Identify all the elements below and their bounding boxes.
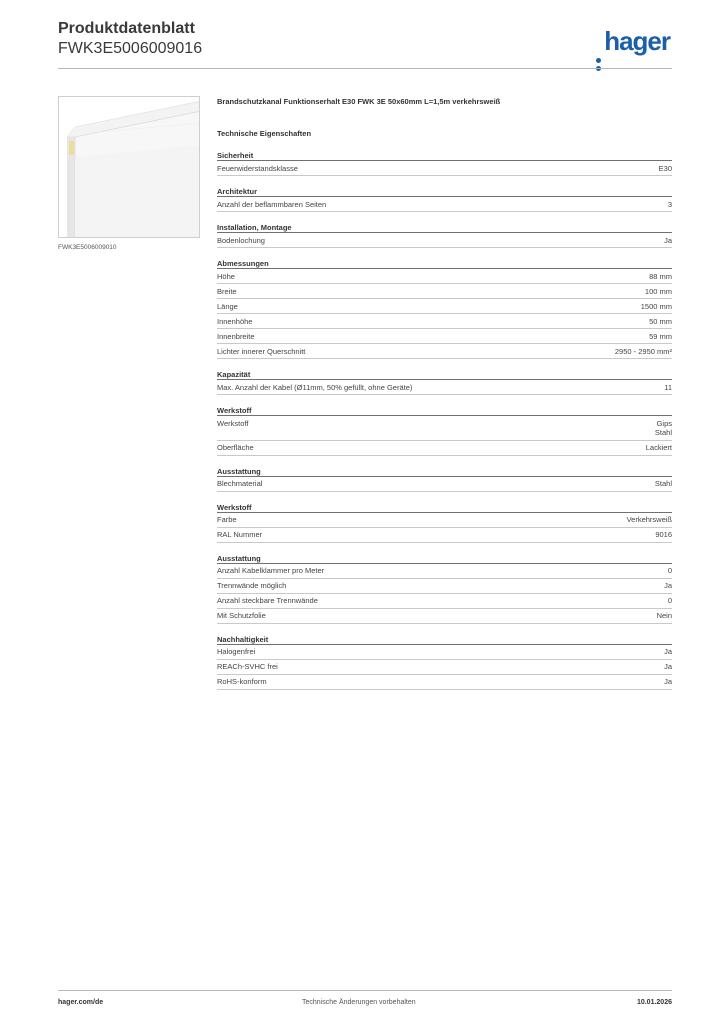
property-value-line: 1500 mm — [640, 301, 672, 311]
section-title: Installation, Montage — [217, 223, 672, 233]
technical-properties-heading: Technische Eigenschaften — [217, 129, 312, 138]
properties-sections — [217, 151, 672, 690]
property-label: Max. Anzahl der Kabel (Ø11mm, 50% gefüllt, ohne Geräte) — [217, 382, 413, 392]
property-value — [655, 419, 672, 438]
section-title: Abmessungen — [217, 259, 672, 269]
property-section — [217, 467, 672, 492]
property-value-line: Nein — [656, 611, 672, 620]
property-value — [649, 272, 672, 282]
property-value-line: 50 mm — [649, 316, 672, 326]
section-gap — [217, 212, 672, 223]
product-data-content — [217, 97, 672, 690]
section-title: Werkstoff — [217, 406, 672, 416]
property-section — [217, 635, 672, 690]
document-header — [58, 20, 672, 70]
property-row — [217, 528, 672, 543]
property-label: Blechmaterial — [217, 479, 263, 488]
property-row — [217, 564, 672, 579]
property-value — [664, 383, 672, 393]
section-gap — [217, 543, 672, 554]
section-gap — [217, 176, 672, 187]
property-label: Innenbreite — [217, 331, 255, 341]
property-label: RAL Nummer — [217, 530, 263, 539]
property-section — [217, 503, 672, 543]
property-value — [649, 332, 672, 342]
section-title: Werkstoff — [217, 503, 672, 513]
product-description: Brandschutzkanal Funktionserhalt E30 FWK 3E 50x60mm L=1,5m verkehrsweiß — [217, 97, 501, 106]
property-row — [217, 675, 672, 690]
property-value-line: Ja — [664, 235, 672, 245]
property-label: RoHS-konform — [217, 677, 267, 686]
property-label: Länge — [217, 301, 238, 311]
property-row — [217, 329, 672, 344]
property-value — [664, 647, 672, 657]
property-label: Lichter innerer Querschnitt — [217, 346, 306, 356]
property-value — [641, 302, 672, 312]
property-value-line: E30 — [658, 163, 672, 173]
property-value-line: 100 mm — [644, 286, 672, 296]
property-row — [217, 477, 672, 492]
property-value-line: Ja — [664, 581, 672, 590]
section-title: Ausstattung — [217, 554, 672, 564]
property-value — [655, 530, 672, 540]
property-value-line: 0 — [667, 596, 672, 605]
section-gap — [217, 624, 672, 635]
property-value-line: 59 mm — [649, 331, 672, 341]
property-value-line: Ja — [664, 662, 672, 671]
property-row — [217, 233, 672, 248]
property-label: Bodenlochung — [217, 235, 265, 245]
section-title: Ausstattung — [217, 467, 672, 477]
cable-duct-illustration — [59, 97, 200, 238]
property-label: Innenhöhe — [217, 316, 253, 326]
property-label: Anzahl Kabelklammer pro Meter — [217, 566, 325, 575]
property-value-line: Ja — [664, 677, 672, 686]
section-gap — [217, 395, 672, 406]
property-value-line: 2950 - 2950 mm² — [614, 346, 672, 356]
property-section — [217, 151, 672, 176]
header-divider — [58, 68, 672, 69]
property-row — [217, 609, 672, 624]
property-value — [627, 515, 672, 525]
property-value — [615, 347, 672, 357]
property-value-line: Verkehrsweiß — [626, 515, 672, 524]
property-section — [217, 187, 672, 212]
property-section — [217, 554, 672, 624]
property-value — [668, 596, 672, 606]
property-label: Oberfläche — [217, 443, 254, 452]
section-gap — [217, 359, 672, 370]
section-gap — [217, 492, 672, 503]
property-value-line: Ja — [664, 647, 672, 656]
property-value — [657, 611, 672, 621]
section-gap — [217, 248, 672, 259]
property-row — [217, 314, 672, 329]
property-label: Mit Schutzfolie — [217, 611, 266, 620]
property-section — [217, 259, 672, 359]
property-section — [217, 370, 672, 395]
property-section — [217, 406, 672, 456]
property-row — [217, 161, 672, 176]
logo-text: hager — [604, 26, 670, 56]
property-row — [217, 594, 672, 609]
property-value — [645, 287, 672, 297]
property-row — [217, 344, 672, 359]
property-row — [217, 299, 672, 314]
property-value-line: 11 — [664, 382, 672, 392]
property-label: REACh-SVHC frei — [217, 662, 278, 671]
property-label: Halogenfrei — [217, 647, 256, 656]
property-value-line: Gips — [656, 418, 672, 428]
property-section — [217, 223, 672, 248]
property-value — [649, 317, 672, 327]
property-row — [217, 579, 672, 594]
image-caption: FWK3E5006009010 — [58, 244, 117, 251]
property-value-line: Stahl — [654, 428, 672, 437]
property-value — [664, 236, 672, 246]
property-value-line: Lackiert — [645, 443, 672, 452]
section-title: Architektur — [217, 187, 672, 197]
section-title: Kapazität — [217, 370, 672, 380]
section-title: Nachhaltigkeit — [217, 635, 672, 645]
property-value — [664, 662, 672, 672]
property-label: Farbe — [217, 515, 237, 524]
property-value — [664, 581, 672, 591]
property-value-line: 0 — [667, 566, 672, 575]
property-row — [217, 269, 672, 284]
section-title: Sicherheit — [217, 151, 672, 161]
property-value — [668, 200, 672, 210]
property-row — [217, 380, 672, 395]
footer-date: 10.01.2026 — [636, 999, 672, 1006]
footer-website: hager.com/de — [58, 999, 104, 1006]
footer-notice: Technische Änderungen vorbehalten — [302, 999, 416, 1006]
property-value-line: 3 — [667, 199, 672, 209]
section-gap — [217, 456, 672, 467]
property-value — [659, 164, 672, 174]
property-row — [217, 660, 672, 675]
property-label: Trennwände möglich — [217, 581, 287, 590]
hager-logo — [596, 28, 670, 54]
property-value — [664, 677, 672, 687]
property-value-line: Stahl — [654, 479, 672, 488]
property-label: Anzahl steckbare Trennwände — [217, 596, 318, 605]
property-row — [217, 441, 672, 456]
property-value-line: 9016 — [655, 530, 672, 539]
property-row — [217, 284, 672, 299]
property-label: Höhe — [217, 271, 235, 281]
property-label: Anzahl der beflammbaren Seiten — [217, 199, 327, 209]
property-row — [217, 645, 672, 660]
product-image — [58, 96, 200, 238]
property-row — [217, 416, 672, 441]
property-value — [646, 443, 672, 453]
property-label: Werkstoff — [217, 418, 249, 428]
product-code: FWK3E5006009016 — [58, 40, 203, 57]
property-label: Feuerwiderstandsklasse — [217, 163, 298, 173]
property-row — [217, 197, 672, 212]
property-value — [655, 479, 672, 489]
footer-divider — [58, 990, 672, 991]
property-value-line: 88 mm — [649, 271, 672, 281]
property-label: Breite — [217, 286, 237, 296]
property-row — [217, 513, 672, 528]
property-value — [668, 566, 672, 576]
document-title: Produktdatenblatt — [58, 20, 195, 37]
